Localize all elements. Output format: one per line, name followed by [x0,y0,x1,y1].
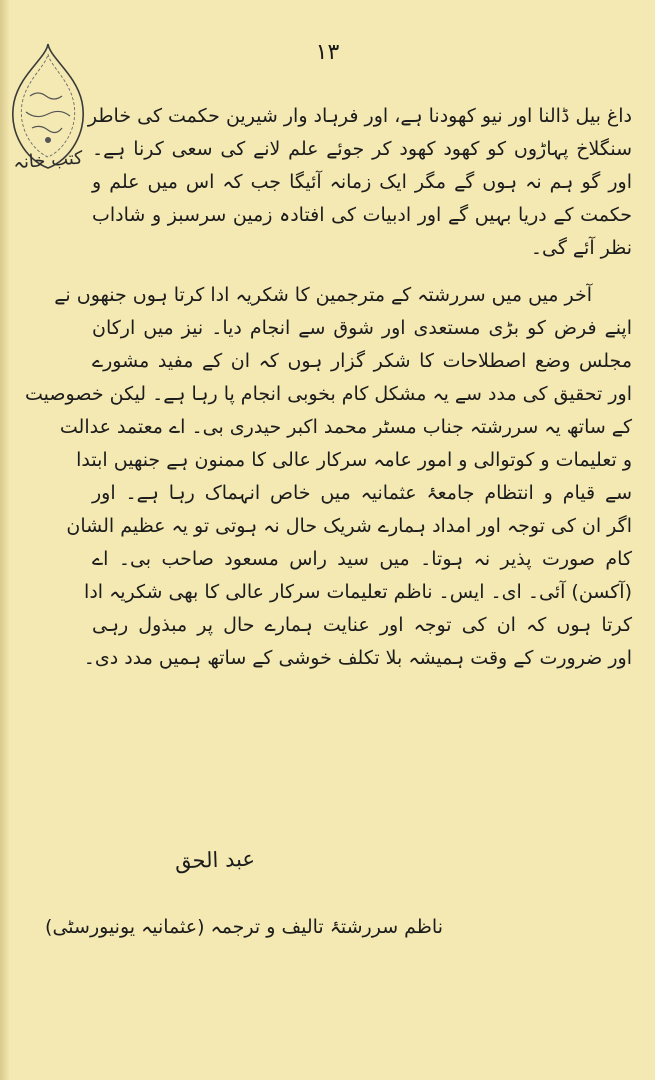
text-line: داغ بیل ڈالنا اور نیو کھودنا ہے، اور فرہاد وار شیرین حکمت کی خاطر [87,105,632,127]
text-line: نظر آئے گی۔ [530,237,632,259]
signature-name: عبد الحق [174,846,256,874]
text-line: سے قیام و انتظام جامعۂ عثمانیہ میں خاص انہماک رہا ہے۔ اور [92,482,632,504]
text-line: مجلس وضع اصطلاحات کا شکر گزار ہوں کہ ان کے مفید مشورے [92,350,632,372]
text-line: کرتا ہوں کہ ان کی توجہ اور عنایت ہمارے حال پر مبذول رہی [92,614,632,636]
text-line: کے ساتھ یہ سررشتہ جناب مسٹر محمد اکبر حیدری بی۔ اے معتمد عدالت [59,416,632,438]
text-line: اور گو ہم نہ ہوں گے مگر ایک زمانہ آئیگا جب کہ اس میں علم و [92,171,632,193]
text-line: اور تحقیق کی مدد سے یہ مشکل کام بخوبی انجام پا رہا ہے۔ لیکن خصوصیت [25,383,632,405]
text-line: سنگلاخ پہاڑوں کو کھود کھود کر جوئے علم لانے کی سعی کرنا ہے۔ [92,138,632,160]
paragraph [87,100,632,265]
text-line: اور ضرورت کے وقت ہمیشہ بلا تکلف خوشی کے ساتھ ہمیں مدد دی۔ [83,647,632,669]
text-line: حکمت کے دریا بہیں گے اور ادبیات کی افتادہ زمین سرسبز و شاداب [92,204,632,226]
stamp-label: کتب خانہ [12,147,84,174]
signature-designation: ناظم سررشتۂ تالیف و ترجمہ (عثمانیہ یونیورسٹی) [45,916,443,938]
page-number: ١٣ [315,40,340,65]
text-line: (آکسن) آئی۔ ای۔ ایس۔ ناظم تعلیمات سرکار عالی کا بھی شکریہ ادا [84,581,632,603]
text-line: اگر ان کی توجہ اور امداد ہمارے شریک حال نہ ہوتی تو یہ عظیم الشان [66,515,632,537]
text-line: آخر میں میں سررشتہ کے مترجمین کا شکریہ ادا کرتا ہوں جنھوں نے [54,284,592,306]
paragraph [25,279,632,675]
text-line: و تعلیمات و کوتوالی و امور عامہ سرکار عالی کا ممنون ہے جنھیں ابتدا [76,449,632,471]
text-line: کام صورت پذیر نہ ہوتا۔ میں سید راس مسعود صاحب بی۔ اے [92,548,632,570]
text-line: اپنے فرض کو بڑی مستعدی اور شوق سے انجام دیا۔ نیز میں ارکان [92,317,632,339]
